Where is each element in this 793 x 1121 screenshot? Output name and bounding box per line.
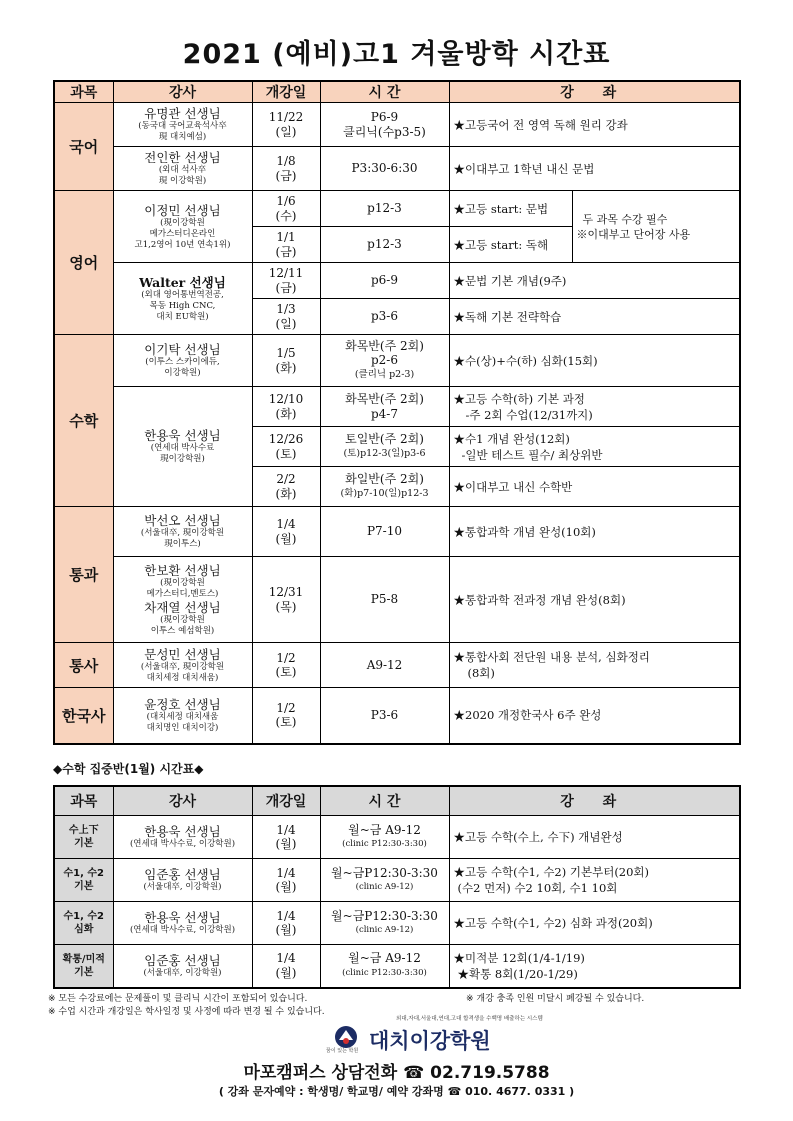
teacher-desc: 대치 EU학원) — [156, 311, 209, 322]
teacher-desc: (연세대 박사수료 — [150, 443, 215, 453]
teacher-cell — [113, 902, 252, 945]
teacher-desc: 現 대치예섬) — [158, 132, 207, 142]
lecture-cell: ★이대부고 1학년 내신 문법 — [449, 147, 740, 191]
time-value: 월~금 A9-12 — [348, 951, 421, 966]
header-lecture: 강 좌 — [449, 786, 740, 816]
academy-logo-name: 대치이강학원 — [369, 1029, 491, 1053]
main-schedule-table — [53, 80, 741, 745]
teacher-name: 이기탁 선생님 — [144, 342, 221, 357]
start-day: (일) — [275, 316, 297, 331]
logo-mark-label: 꿈이 있는 학원 — [326, 1048, 359, 1054]
teacher-name: 유명관 선생님 — [144, 106, 221, 121]
intensive-subject-cell — [54, 859, 113, 902]
lecture-cell — [449, 816, 740, 859]
teacher-desc: (대치세정 대치새움 — [146, 711, 219, 722]
start-day: (월) — [275, 531, 297, 546]
teacher-desc: 이투스 예섬학원) — [150, 625, 215, 636]
time-cell: P5-8 — [320, 557, 449, 643]
lecture-cell: ★통합과학 전과정 개념 완성(8회) — [449, 557, 740, 643]
header-time: 시 간 — [320, 786, 449, 816]
intensive-subject-cell — [54, 816, 113, 859]
time-cell: p12-3 — [320, 191, 449, 227]
intensive-subject-cell — [54, 902, 113, 945]
teacher-name: 임준홍 선생님 — [144, 952, 221, 968]
start-date: 12/10 — [268, 392, 304, 406]
lecture-cell: ★수(상)+수(하) 심화(15회) — [449, 335, 740, 387]
time-cell — [320, 945, 449, 988]
teacher-desc: 메가스터디온라인 — [149, 228, 216, 239]
teacher-name: 한보환 선생님 — [144, 562, 221, 578]
teacher-desc: (외대 석사卒 — [158, 165, 207, 175]
page-title: 2021 (예비)고1 겨울방학 시간표 — [182, 39, 611, 70]
logo-tagline: 외대,자대,서울대,연대,고대 합격생을 수백명 배출하는 시스템 — [396, 1016, 543, 1022]
time-value: 클리닉(수p3-5) — [343, 124, 426, 139]
start-day: (월) — [275, 880, 297, 894]
start-day: (월) — [275, 923, 297, 937]
teacher-cell — [113, 816, 252, 859]
header-row — [54, 786, 740, 816]
teacher-name: 문성민 선생님 — [144, 646, 221, 662]
lecture-line: -일반 테스트 필수/ 최상위반 — [461, 447, 603, 462]
time-value: 월~금 A9-12 — [348, 822, 421, 837]
lecture-cell: ★문법 기본 개념(9주) — [449, 263, 740, 299]
start-date: 12/11 — [268, 266, 304, 280]
start-date: 1/2 — [276, 700, 296, 715]
teacher-desc: (외대 영어통번역전공, — [141, 289, 224, 300]
intensive-subject-cell — [54, 945, 113, 988]
start-date: 11/22 — [268, 110, 304, 124]
start-day: (화) — [275, 486, 297, 501]
lecture-line: ★고등 수학(수1, 수2) 심화 과정(20회) — [453, 916, 653, 930]
start-cell — [252, 191, 320, 227]
time-cell: A9-12 — [320, 643, 449, 688]
time-value: (화)p7-10(일)p12-3 — [340, 487, 429, 499]
table-row — [54, 147, 740, 191]
start-cell — [252, 643, 320, 688]
lecture-cell — [449, 902, 740, 945]
time-clinic: (clinic A9-12) — [355, 925, 414, 935]
lecture-cell — [449, 945, 740, 988]
time-cell — [320, 467, 449, 507]
teacher-cell — [113, 191, 252, 263]
lecture-cell — [449, 387, 740, 427]
teacher-cell — [113, 859, 252, 902]
teacher-desc: 대치세정 대치새움) — [146, 672, 219, 683]
subject-korean: 국어 — [54, 103, 113, 191]
table-row — [54, 263, 740, 299]
english-note: ※이대부고 단어장 사용 — [576, 227, 691, 241]
start-date: 1/4 — [276, 951, 296, 966]
teacher-desc: 現 이강학원) — [158, 176, 207, 186]
lecture-cell: ★독해 기본 전략학습 — [449, 299, 740, 335]
teacher-desc: 現이강학원) — [160, 454, 205, 464]
time-cell — [320, 816, 449, 859]
teacher-cell — [113, 387, 252, 507]
lecture-line: (수2 먼저) 수2 10회, 수1 10회 — [457, 881, 618, 895]
english-note-cell — [572, 191, 740, 263]
teacher-desc: (現이강학원 — [160, 217, 205, 228]
start-date: 1/5 — [276, 346, 296, 360]
lecture-cell: ★2020 개정한국사 6주 완성 — [449, 688, 740, 744]
start-cell — [252, 147, 320, 191]
time-cell: p6-9 — [320, 263, 449, 299]
intensive-level: 기본 — [74, 881, 94, 892]
lecture-line: ★고등 수학(하) 기본 과정 — [453, 391, 585, 406]
time-value: p4-7 — [370, 406, 398, 421]
intensive-level: 기본 — [74, 966, 94, 978]
start-date: 1/4 — [276, 517, 296, 531]
footnote: ※ 개강 충족 인원 미달시 폐강될 수 있습니다. — [466, 994, 645, 1004]
time-cell: P7-10 — [320, 507, 449, 557]
english-note: 두 과목 수강 필수 — [582, 212, 668, 226]
lecture-cell: ★통합과학 개념 완성(10회) — [449, 507, 740, 557]
start-cell — [252, 816, 320, 859]
time-cell — [320, 103, 449, 147]
lecture-line: ★미적분 12회(1/4-1/19) — [453, 950, 585, 965]
footnote: ※ 모든 수강료에는 문제풀이 및 클리닉 시간이 포함되어 있습니다. — [48, 994, 308, 1004]
time-clinic: (clinic P12:30-3:30) — [342, 839, 427, 849]
table-row — [54, 643, 740, 688]
start-cell — [252, 335, 320, 387]
time-value: (클리닉 p2-3) — [354, 368, 415, 380]
intensive-subject: 확통/미적 — [62, 953, 105, 965]
intensive-section-title: ◆수학 집중반(1월) 시간표◆ — [53, 762, 204, 776]
teacher-cell — [113, 557, 252, 643]
time-value: 월~금P12:30-3:30 — [331, 865, 438, 880]
teacher-name: 한용욱 선생님 — [144, 910, 221, 925]
table-row — [54, 103, 740, 147]
time-value: 화목반(주 2회) — [345, 392, 424, 406]
teacher-cell — [113, 643, 252, 688]
intensive-schedule-table — [53, 785, 741, 989]
start-date: 1/6 — [276, 194, 296, 208]
teacher-name: 윤정호 선생님 — [144, 696, 221, 712]
header-lecture: 강 좌 — [449, 81, 740, 103]
time-value: 월~금P12:30-3:30 — [331, 908, 438, 923]
intensive-level: 심화 — [74, 924, 94, 935]
start-cell — [252, 263, 320, 299]
teacher-desc: 목동 High CNC, — [149, 300, 216, 311]
time-value: 토일반(주 2회) — [345, 432, 424, 446]
teacher-desc: (서울대卒, 이강학원) — [143, 882, 222, 892]
time-cell: P3:30-6:30 — [320, 147, 449, 191]
lecture-line: (8회) — [467, 666, 495, 680]
time-cell — [320, 859, 449, 902]
start-day: (화) — [275, 406, 297, 421]
teacher-desc: (이투스 스카이에듀, — [145, 357, 220, 367]
teacher-desc: (서울대卒, 이강학원) — [143, 967, 222, 978]
header-start: 개강일 — [252, 786, 320, 816]
sms-reservation: ( 강좌 문자예약 : 학생명/ 학교명/ 예약 강좌명 ☎ 010. 4677. 0331 ) — [218, 1085, 575, 1098]
subject-social: 통사 — [54, 643, 113, 688]
table-row — [54, 859, 740, 902]
start-cell — [252, 227, 320, 263]
teacher-cell — [113, 335, 252, 387]
teacher-desc: 現이투스) — [164, 539, 201, 549]
teacher-cell — [113, 688, 252, 744]
lecture-cell: ★고등 start: 독해 — [449, 227, 572, 263]
lecture-line: ★통합사회 전단원 내용 분석, 심화정리 — [453, 650, 650, 664]
lecture-line: ★고등 수학(수1, 수2) 기본부터(20회) — [453, 865, 650, 879]
lecture-cell — [449, 859, 740, 902]
start-date: 1/4 — [276, 822, 296, 837]
teacher-name: 한용욱 선생님 — [144, 428, 221, 443]
subject-science: 통과 — [54, 507, 113, 643]
table-row — [54, 191, 740, 227]
start-day: (토) — [275, 446, 297, 461]
start-cell — [252, 427, 320, 467]
teacher-desc: 대치명인 대치이강) — [146, 722, 219, 733]
time-cell — [320, 902, 449, 945]
table-row — [54, 335, 740, 387]
teacher-desc: (연세대 박사수료, 이강학원) — [129, 839, 236, 849]
time-cell: P3-6 — [320, 688, 449, 744]
time-cell: p12-3 — [320, 227, 449, 263]
start-date: 1/8 — [276, 154, 296, 168]
start-day: (금) — [275, 168, 297, 183]
lecture-cell: ★고등국어 전 영역 독해 원리 강좌 — [449, 103, 740, 147]
teacher-cell — [113, 147, 252, 191]
teacher-desc: (동국대 국어교육석사卒 — [138, 121, 227, 131]
table-row — [54, 387, 740, 427]
subject-history: 한국사 — [54, 688, 113, 744]
start-cell — [252, 688, 320, 744]
start-day: (일) — [275, 124, 297, 139]
teacher-desc: 이강학원) — [164, 368, 201, 378]
subject-english: 영어 — [54, 191, 113, 335]
time-value: (토)p12-3(일)p3-6 — [343, 447, 426, 459]
intensive-subject: 수1, 수2 — [63, 868, 105, 879]
teacher-cell — [113, 263, 252, 335]
teacher-name: 차재열 선생님 — [144, 599, 221, 615]
intensive-level: 기본 — [74, 838, 94, 849]
teacher-name: 한용욱 선생님 — [144, 824, 221, 839]
table-row — [54, 507, 740, 557]
time-value: p2-6 — [370, 353, 398, 368]
start-day: (토) — [275, 665, 297, 679]
start-cell — [252, 299, 320, 335]
start-date: 12/26 — [268, 432, 304, 446]
time-cell — [320, 427, 449, 467]
time-cell — [320, 387, 449, 427]
start-day: (토) — [275, 715, 297, 730]
teacher-desc: (서울대卒, 現이강학원 — [140, 528, 225, 538]
lecture-line: -주 2회 수업(12/31까지) — [465, 407, 593, 422]
academy-logo-icon — [334, 1025, 358, 1049]
teacher-name: Walter 선생님 — [139, 274, 226, 290]
start-day: (화) — [275, 360, 297, 375]
time-clinic: (clinic A9-12) — [355, 882, 414, 892]
lecture-line: ★수1 개념 완성(12회) — [453, 431, 570, 446]
start-cell — [252, 467, 320, 507]
start-cell — [252, 859, 320, 902]
header-teacher: 강사 — [113, 81, 252, 103]
teacher-name: 박선오 선생님 — [144, 513, 221, 528]
start-date: 2/2 — [276, 472, 296, 486]
start-date: 1/3 — [276, 302, 296, 316]
header-start: 개강일 — [252, 81, 320, 103]
lecture-line: ★고등 수학(수上, 수下) 개념완성 — [453, 830, 623, 844]
teacher-name: 전인한 선생님 — [144, 150, 221, 165]
lecture-cell — [449, 427, 740, 467]
start-day: (수) — [275, 208, 297, 223]
campus-contact: 마포캠퍼스 상담전화 ☎ 02.719.5788 — [243, 1063, 550, 1083]
time-clinic: (clinic P12:30-3:30) — [342, 967, 427, 978]
table-row — [54, 816, 740, 859]
footnote: ※ 수업 시간과 개강일은 학사일정 및 사정에 따라 변경 될 수 있습니다. — [48, 1007, 325, 1017]
start-date: 1/1 — [276, 230, 296, 244]
teacher-cell — [113, 507, 252, 557]
header-teacher: 강사 — [113, 786, 252, 816]
teacher-name: 이정민 선생님 — [144, 202, 221, 218]
start-day: (월) — [275, 965, 297, 980]
header-subject: 과목 — [54, 81, 113, 103]
table-row — [54, 902, 740, 945]
lecture-cell: ★고등 start: 문법 — [449, 191, 572, 227]
teacher-desc: (現이강학원 — [160, 577, 205, 588]
teacher-name: 임준홍 선생님 — [144, 867, 221, 882]
header-time: 시 간 — [320, 81, 449, 103]
teacher-desc: (現이강학원 — [160, 614, 205, 625]
intensive-subject: 수上下 — [68, 825, 99, 836]
start-date: 12/31 — [268, 585, 304, 599]
lecture-line: ★확통 8회(1/20-1/29) — [457, 966, 578, 981]
start-day: (월) — [275, 837, 297, 851]
start-day: (금) — [275, 244, 297, 259]
teacher-desc: 메가스터디,멘토스) — [146, 588, 219, 599]
time-value: 화목반(주 2회) — [345, 338, 424, 353]
teacher-cell — [113, 945, 252, 988]
start-cell — [252, 902, 320, 945]
teacher-desc: 고1,2영어 10년 연속1위) — [134, 239, 231, 250]
time-cell — [320, 335, 449, 387]
start-date: 1/4 — [276, 908, 296, 923]
teacher-desc: (서울대卒, 現이강학원 — [140, 661, 225, 672]
lecture-cell — [449, 643, 740, 688]
lecture-cell: ★이대부고 내신 수학반 — [449, 467, 740, 507]
start-cell — [252, 387, 320, 427]
start-cell — [252, 507, 320, 557]
time-value: P6-9 — [370, 110, 399, 124]
teacher-cell — [113, 103, 252, 147]
start-cell — [252, 103, 320, 147]
subject-math: 수학 — [54, 335, 113, 507]
header-row — [54, 81, 740, 103]
table-row — [54, 945, 740, 988]
header-subject: 과목 — [54, 786, 113, 816]
time-value: 화일반(주 2회) — [345, 472, 424, 486]
table-row — [54, 688, 740, 744]
start-day: (목) — [275, 599, 297, 614]
table-row — [54, 557, 740, 643]
start-cell — [252, 557, 320, 643]
start-day: (금) — [275, 280, 297, 295]
time-cell: p3-6 — [320, 299, 449, 335]
start-date: 1/4 — [276, 865, 296, 880]
start-date: 1/2 — [276, 650, 296, 665]
start-cell — [252, 945, 320, 988]
intensive-subject: 수1, 수2 — [63, 911, 105, 922]
teacher-desc: (연세대 박사수료, 이강학원) — [129, 925, 236, 935]
